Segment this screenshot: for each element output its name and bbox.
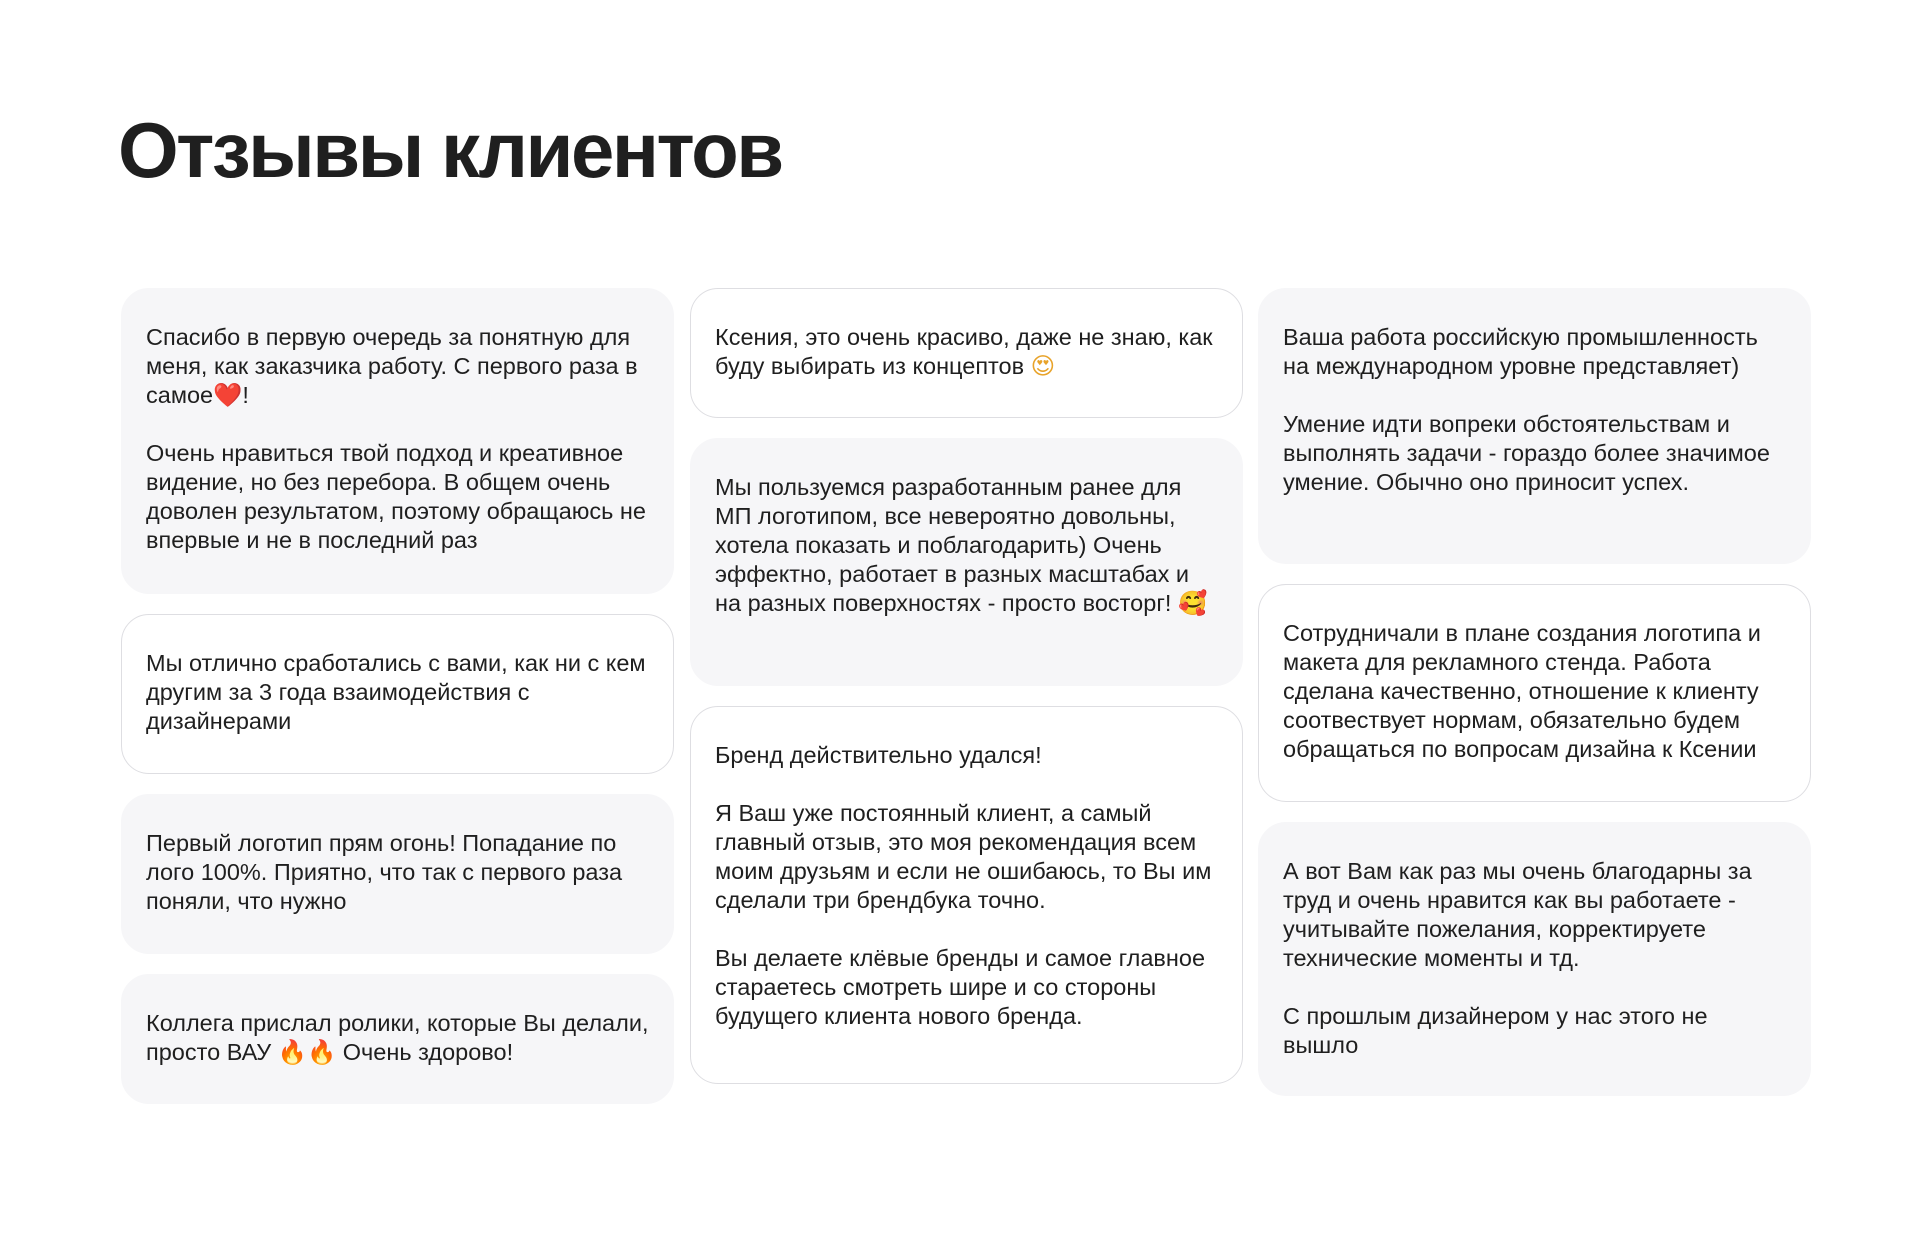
review-text: С прошлым дизайнером у нас этого не вышло <box>1283 1003 1708 1058</box>
review-text: Умение идти вопреки обстоятельствам и выполнять задачи - гораздо более значимое умение. Обычно оно приносит успех. <box>1283 411 1770 495</box>
review-text: Мы отлично сработались с вами, как ни с кем другим за 3 года взаимодействия с дизайнерами <box>146 650 646 734</box>
reviews-column-1 <box>121 288 674 1104</box>
review-card <box>121 288 674 594</box>
review-card <box>1258 584 1811 802</box>
review-text: А вот Вам как раз мы очень благодарны за труд и очень нравится как вы работаете - учитывайте пожелания, корректируете технические моменты и тд. <box>1283 858 1752 971</box>
review-text: Спасибо в первую очередь за понятную для меня, как заказчика работу. С первого раза в самое❤️! <box>146 324 638 409</box>
review-card <box>121 614 674 774</box>
review-text: Ксения, это очень красиво, даже не знаю, как буду выбирать из концептов 😍 <box>715 324 1213 380</box>
reviews-column-2 <box>690 288 1243 1084</box>
review-text: Коллега прислал ролики, которые Вы делали, просто ВАУ 🔥🔥 Очень здорово! <box>146 1010 649 1066</box>
review-text: Первый логотип прям огонь! Попадание по лого 100%. Приятно, что так с первого раза поняли, что нужно <box>146 830 623 914</box>
review-text: Вы делаете клёвые бренды и самое главное стараетесь смотреть шире и со стороны будущего клиента нового бренда. <box>715 945 1206 1029</box>
fire-icon: 🔥 <box>306 1038 337 1066</box>
review-card <box>690 288 1243 418</box>
page-title: Отзывы клиентов <box>118 106 782 194</box>
heart-icon: ❤️ <box>213 381 243 409</box>
fire-icon: 🔥 <box>277 1038 307 1066</box>
review-card <box>121 794 674 954</box>
review-text: Бренд действительно удался! <box>715 742 1042 768</box>
review-text: Ваша работа российскую промышленность на международном уровне представляет) <box>1283 324 1758 379</box>
review-text: Я Ваш уже постоянный клиент, а самый главный отзыв, это моя рекомендация всем моим друзьям и если не ошибаюсь, то Вы им сделали три брендбука точно. <box>715 800 1212 913</box>
review-card <box>690 438 1243 686</box>
heart-eyes-emoji-icon: 😍 <box>1030 352 1056 380</box>
review-text: Очень нравиться твой подход и креативное видение, но без перебора. В общем очень доволен результатом, поэтому обращаюсь не впервые и не в последний раз <box>146 440 646 553</box>
review-card <box>1258 288 1811 564</box>
review-text: Мы пользуемся разработанным ранее для МП логотипом, все невероятно довольны, хотела показать и поблагодарить) Очень эффектно, работает в разных масштабах и на разных поверхностях - просто восторг! 🥰 <box>715 474 1208 617</box>
review-card <box>121 974 674 1104</box>
review-card <box>1258 822 1811 1096</box>
review-text: Сотрудничали в плане создания логотипа и макета для рекламного стенда. Работа сделана качественно, отношение к клиенту соотвествует нормам, обязательно будем обращаться по вопросам дизайна к Ксении <box>1283 620 1761 762</box>
smiling-hearts-emoji-icon: 🥰 <box>1177 589 1208 617</box>
reviews-column-3 <box>1258 288 1811 1096</box>
review-card <box>690 706 1243 1084</box>
